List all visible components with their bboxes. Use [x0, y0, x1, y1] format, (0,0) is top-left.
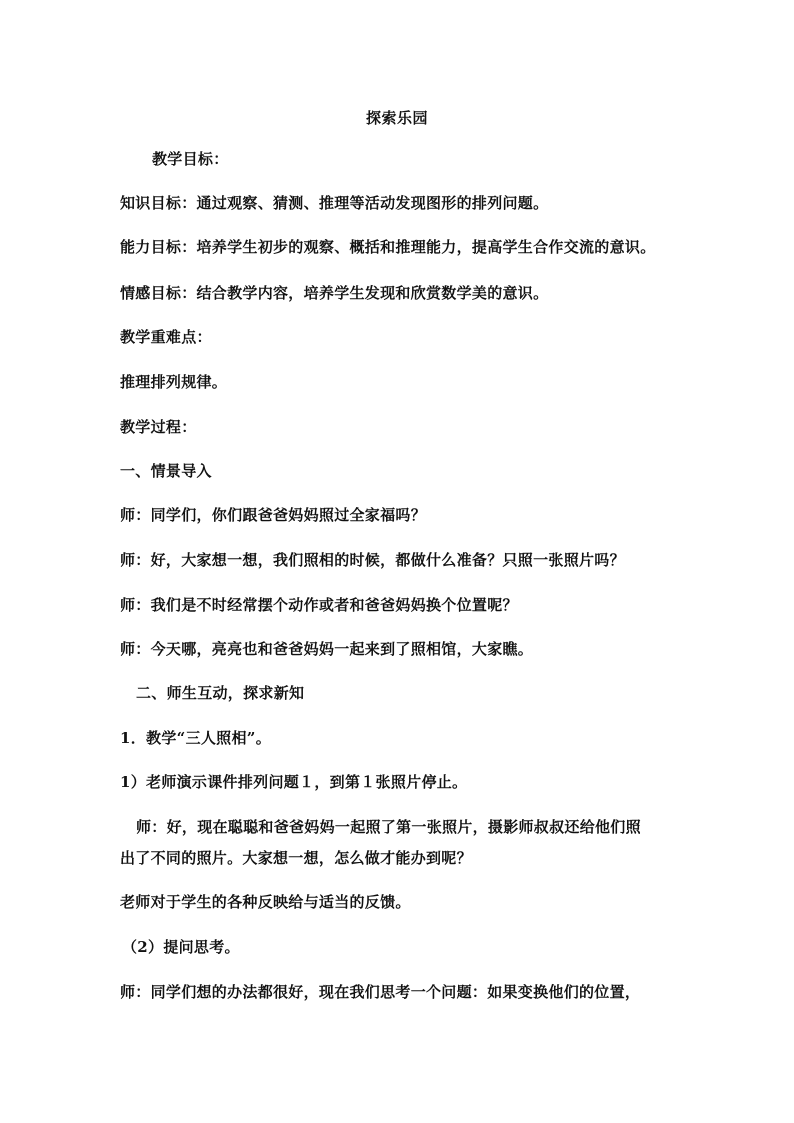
section-heading-intro: 一、情景导入	[120, 462, 212, 480]
section-heading-key-points: 教学重难点：	[120, 328, 212, 346]
paragraph-teacher-line-6: 师：同学们想的办法都很好，现在我们思考一个问题：如果变换他们的位置，	[120, 983, 641, 1001]
paragraph-emotion-goal: 情感目标：结合教学内容，培养学生发现和欣赏数学美的意识。	[120, 284, 549, 302]
section-heading-interaction: 二、师生互动，探求新知	[136, 684, 305, 702]
paragraph-teacher-line-1: 师：同学们，你们跟爸爸妈妈照过全家福吗？	[120, 506, 427, 524]
section-heading-process: 教学过程：	[120, 418, 197, 436]
paragraph-teacher-line-3: 师：我们是不时经常摆个动作或者和爸爸妈妈换个位置呢？	[120, 596, 518, 614]
paragraph-knowledge-goal: 知识目标：通过观察、猜测、推理等活动发现图形的排列问题。	[120, 194, 549, 212]
paragraph-step-1: 1）老师演示课件排列问题１，到第１张照片停止。	[120, 773, 468, 791]
paragraph-teacher-line-5b: 出了不同的照片。大家想一想，怎么做才能办到呢？	[120, 849, 472, 867]
paragraph-teacher-line-4: 师：今天哪，亮亮也和爸爸妈妈一起来到了照相馆，大家瞧。	[120, 640, 534, 658]
paragraph-ability-goal: 能力目标：培养学生初步的观察、概括和推理能力，提高学生合作交流的意识。	[120, 238, 656, 256]
subsection-heading-three-photo: 1．教学“三人照相”。	[120, 729, 271, 747]
subsection-heading-question: （2）提问思考。	[122, 938, 240, 956]
paragraph-key-point: 推理排列规律。	[120, 373, 228, 391]
paragraph-teacher-line-5a: 师：好，现在聪聪和爸爸妈妈一起照了第一张照片，摄影师叔叔还给他们照	[136, 818, 641, 836]
document-title: 探索乐园	[365, 109, 428, 127]
section-heading-teaching-goals: 教学目标：	[152, 150, 229, 168]
paragraph-teacher-line-2: 师：好，大家想一想，我们照相的时候，都做什么准备？只照一张照片吗？	[120, 551, 625, 569]
paragraph-feedback: 老师对于学生的各种反映给与适当的反馈。	[120, 893, 411, 911]
